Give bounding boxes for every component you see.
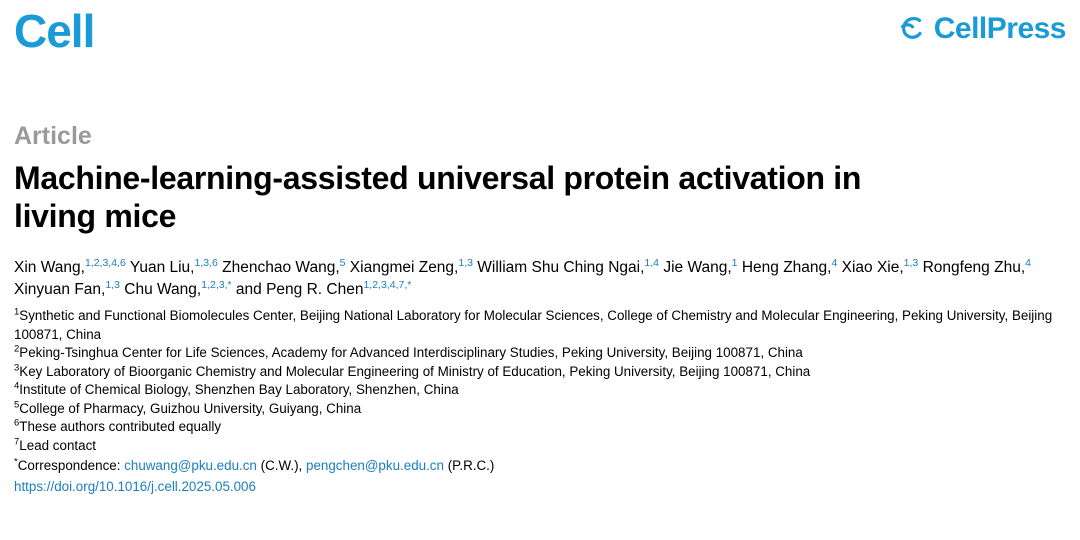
affiliation-text: Synthetic and Functional Biomolecules Center, Beijing National Laboratory for Molecular Sciences, College of Chemistry and Molecular Engineering, Peking University, Beijing 100871, China [14, 308, 1053, 342]
author-name: and Peng R. Chen [235, 281, 364, 298]
page-header [14, 0, 1066, 70]
correspondence-line [14, 457, 1066, 476]
author-name: Heng Zhang, [741, 259, 832, 276]
author-affiliation-markers: 1,4 [644, 256, 660, 269]
affiliation-text: Lead contact [19, 437, 96, 453]
author-list [14, 257, 1066, 301]
cellpress-logo[interactable] [896, 8, 1066, 44]
affiliation-marker: 1 [14, 306, 20, 318]
author-name: Xiao Xie, [841, 259, 904, 276]
author-affiliation-markers: 1,2,3,4,7,* [363, 278, 412, 291]
affiliation-marker: 2 [14, 343, 20, 355]
cell-journal-logo[interactable]: Cell [14, 5, 95, 57]
author-affiliation-markers: 1,2,3,* [201, 278, 232, 291]
author-affiliation-markers: 1,3 [105, 278, 120, 291]
author-name: Zhenchao Wang, [222, 259, 340, 276]
author-name: Chu Wang, [124, 281, 202, 298]
page-title: Machine-learning-assisted universal protein activation in living mice [14, 160, 862, 234]
affiliation-list [14, 307, 1066, 455]
affiliation-marker: 6 [14, 417, 20, 429]
corresponding-email-2-note: (P.R.C.) [447, 458, 495, 473]
affiliation-text: These authors contributed equally [19, 419, 222, 434]
correspondence-marker: * [14, 456, 18, 468]
affiliation-item [14, 307, 1066, 344]
corresponding-email-1[interactable]: chuwang@pku.edu.cn [124, 458, 257, 473]
affiliation-text: Institute of Chemical Biology, Shenzhen Bay Laboratory, Shenzhen, China [19, 382, 459, 397]
corresponding-email-2[interactable]: pengchen@pku.edu.cn [306, 458, 444, 473]
affiliation-item [14, 381, 1066, 400]
correspondence-label: Correspondence: [17, 458, 121, 473]
affiliation-text: Key Laboratory of Bioorganic Chemistry and Molecular Engineering of Ministry of Education, Peking University, Beijing 100871, China [19, 363, 811, 379]
doi-link[interactable]: https://doi.org/10.1016/j.cell.2025.05.006 [14, 478, 256, 494]
affiliation-text: College of Pharmacy, Guizhou University, Guiyang, China [19, 400, 362, 416]
author-affiliation-markers: 1,3 [458, 256, 473, 269]
affiliation-item [14, 400, 1066, 419]
author-affiliation-markers: 4 [831, 256, 838, 269]
affiliation-marker: 4 [14, 380, 20, 392]
author-affiliation-markers: 1,2,3,4,6 [84, 256, 126, 269]
cellpress-swirl-icon [896, 14, 926, 44]
affiliation-marker: 5 [14, 399, 20, 411]
author-affiliation-markers: 5 [339, 256, 346, 269]
author-name: William Shu Ching Ngai, [477, 259, 645, 276]
author-affiliation-markers: 1 [731, 256, 738, 269]
affiliation-marker: 3 [14, 362, 20, 374]
author-affiliation-markers: 1,3,6 [194, 256, 218, 269]
cellpress-wordmark: CellPress [933, 12, 1066, 45]
article-type-label: Article [14, 122, 92, 150]
author-affiliation-markers: 4 [1025, 256, 1031, 269]
author-name: Xiangmei Zeng, [349, 259, 459, 276]
affiliation-item [14, 437, 1066, 456]
corresponding-email-1-note: (C.W.), [260, 458, 303, 473]
author-name: Yuan Liu, [129, 259, 195, 276]
author-name: Jie Wang, [663, 259, 732, 276]
affiliation-text: Peking-Tsinghua Center for Life Sciences, Academy for Advanced Interdisciplinary Studies, Peking University, Beijing 100871, China [19, 345, 803, 360]
author-name: Xin Wang, [14, 259, 85, 276]
author-name: Rongfeng Zhu, [922, 259, 1026, 276]
affiliation-item [14, 418, 1066, 437]
author-name: Xinyuan Fan, [14, 281, 106, 298]
affiliation-item [14, 363, 1066, 382]
affiliation-item [14, 344, 1066, 363]
author-affiliation-markers: 1,3 [903, 256, 919, 269]
affiliation-marker: 7 [14, 436, 20, 448]
